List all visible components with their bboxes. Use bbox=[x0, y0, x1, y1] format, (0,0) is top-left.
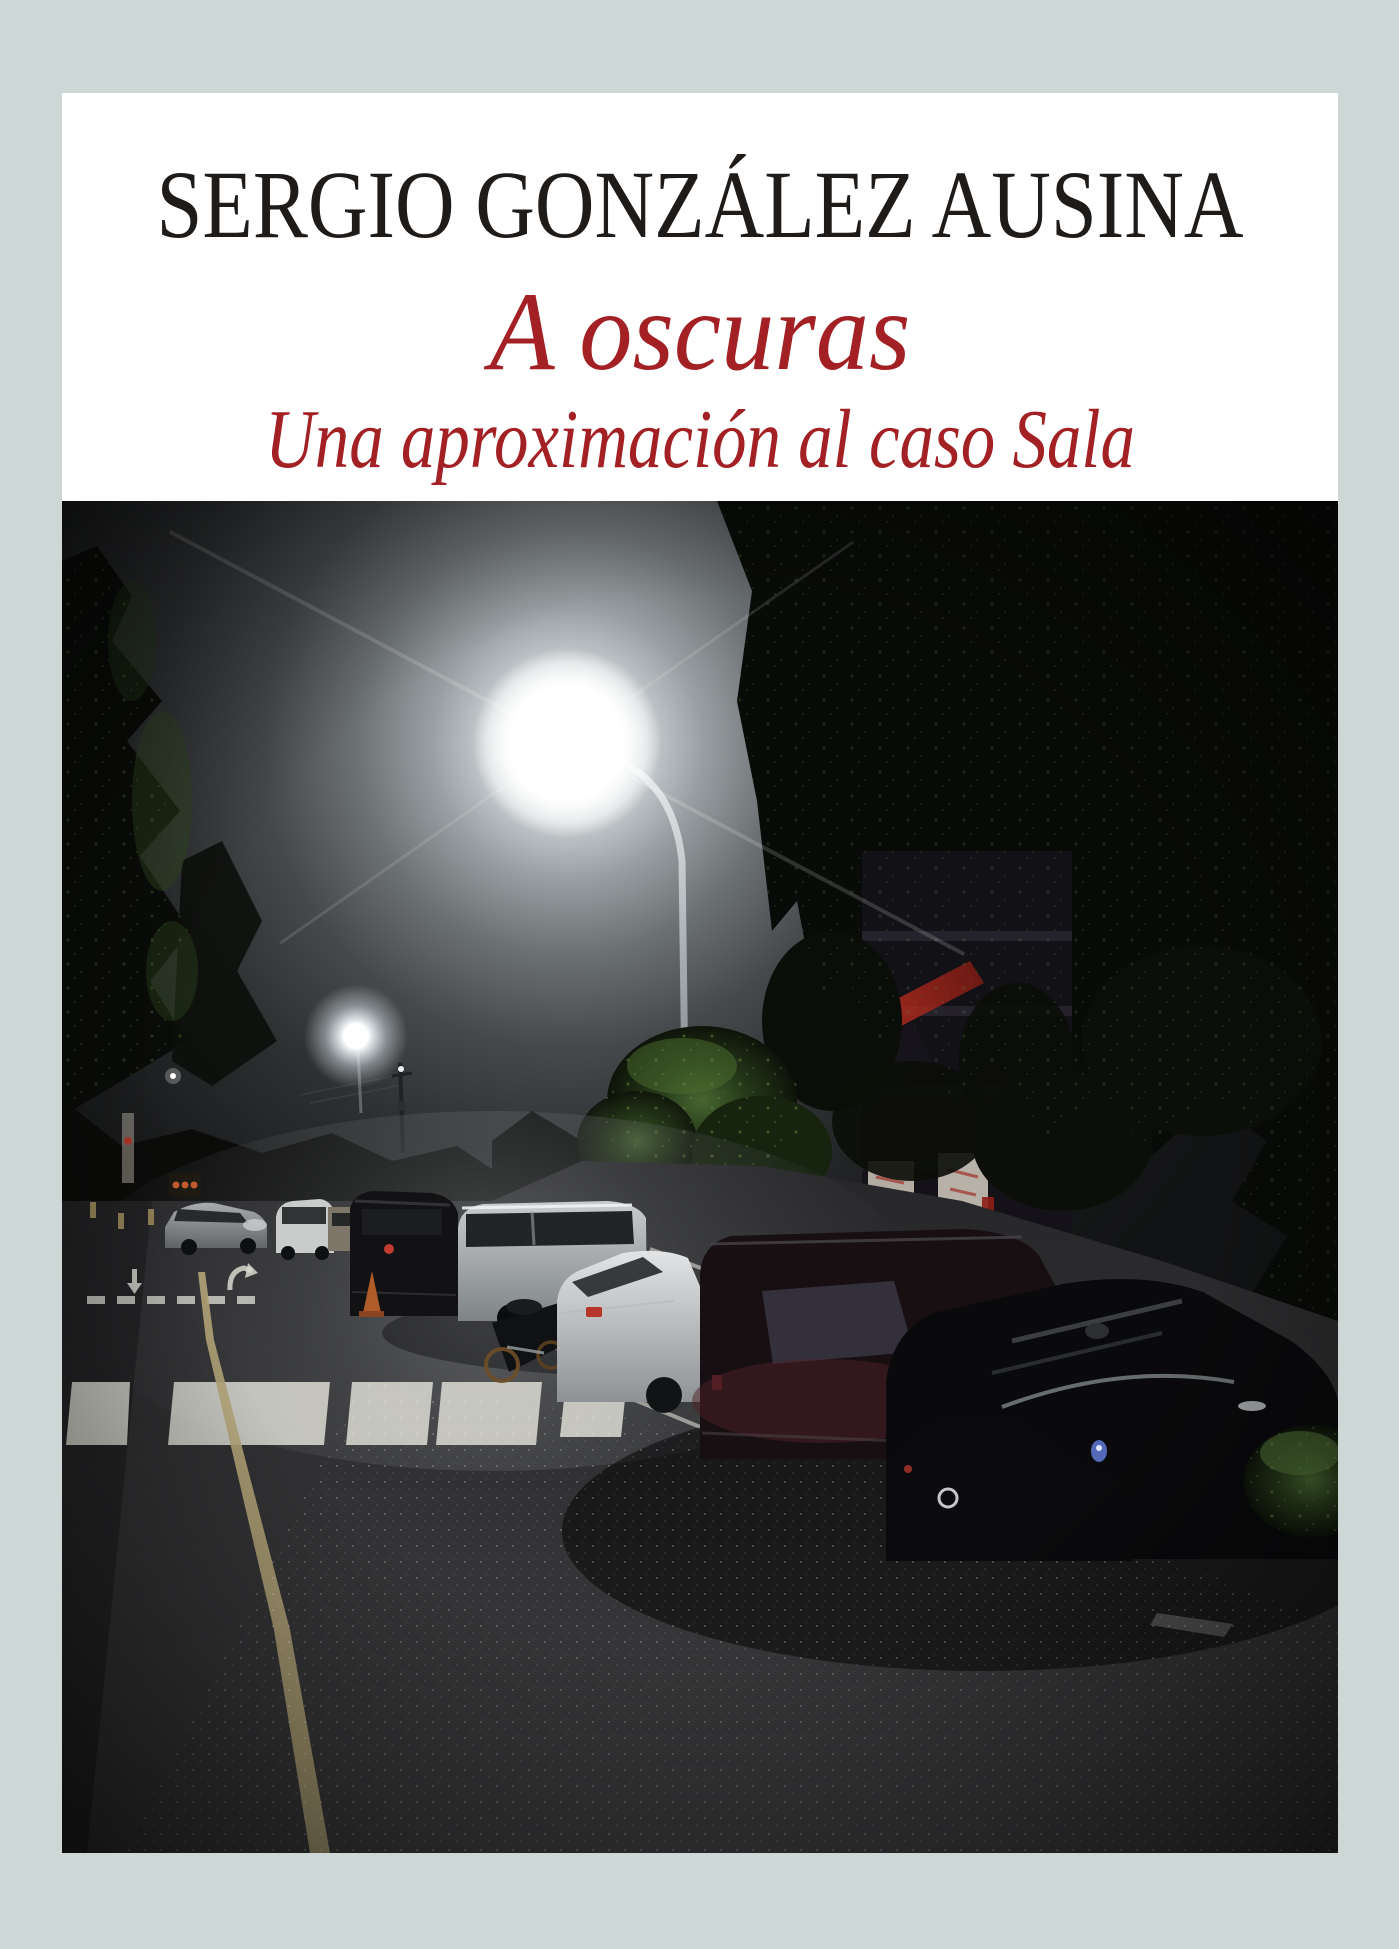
vignette bbox=[62, 501, 1338, 1853]
book-title: A oscuras bbox=[489, 270, 911, 394]
cover-panel bbox=[62, 93, 1338, 1853]
book-subtitle: Una aproximación al caso Sala bbox=[265, 393, 1135, 486]
author-name: SERGIO GONZÁLEZ AUSINA bbox=[156, 151, 1244, 258]
cover-photo bbox=[62, 501, 1338, 1853]
